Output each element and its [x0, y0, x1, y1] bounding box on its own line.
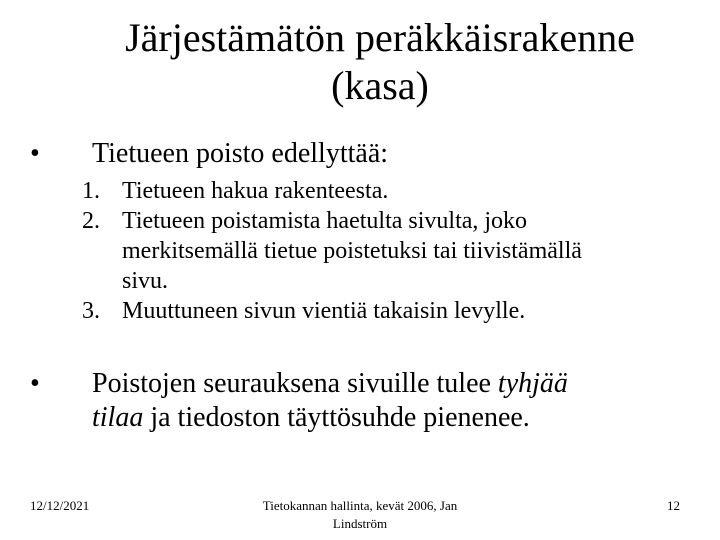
slide-title-line-2: (kasa) [331, 63, 429, 108]
footer-course [240, 497, 480, 533]
numbered-list [82, 176, 682, 326]
list-item-text: Tietueen hakua rakenteesta. [122, 178, 389, 204]
italic-text: tilaa [92, 402, 144, 433]
list-number: 2. [82, 208, 100, 234]
list-item [82, 206, 682, 296]
list-item-text: sivu. [122, 268, 169, 294]
bullet-marker: • [30, 138, 40, 169]
footer-course-line-2: Lindström [332, 516, 388, 531]
bullet-text: Tietueen poisto edellyttää: [92, 138, 389, 169]
list-item [82, 176, 682, 206]
page-number: 12 [667, 498, 680, 513]
normal-text: ja tiedoston täyttösuhde pienenee. [143, 402, 530, 433]
list-item-text: merkitsemällä tietue poistetuksi tai tiivistämällä [122, 238, 582, 264]
normal-text: Poistojen seurauksena sivuille tulee [92, 368, 498, 399]
bullet-marker: • [30, 368, 40, 399]
footer-course-line-1: Tietokannan hallinta, kevät 2006, Jan [262, 498, 458, 513]
list-number: 1. [82, 178, 100, 204]
italic-text: tyhjää [497, 368, 568, 399]
list-item [82, 296, 682, 326]
list-number: 3. [82, 298, 100, 324]
list-item-text: Tietueen poistamista haetulta sivulta, joko [122, 208, 528, 234]
list-item-text: Muuttuneen sivun vientiä takaisin levylle. [122, 298, 526, 324]
bullet-text [92, 367, 692, 435]
bullet-text-line-1 [92, 367, 692, 401]
slide-title [60, 14, 700, 110]
footer-date: 12/12/2021 [30, 498, 90, 513]
bullet-text-line-2 [92, 401, 692, 435]
slide-title-line-1: Järjestämätön peräkkäisrakenne [125, 15, 635, 60]
